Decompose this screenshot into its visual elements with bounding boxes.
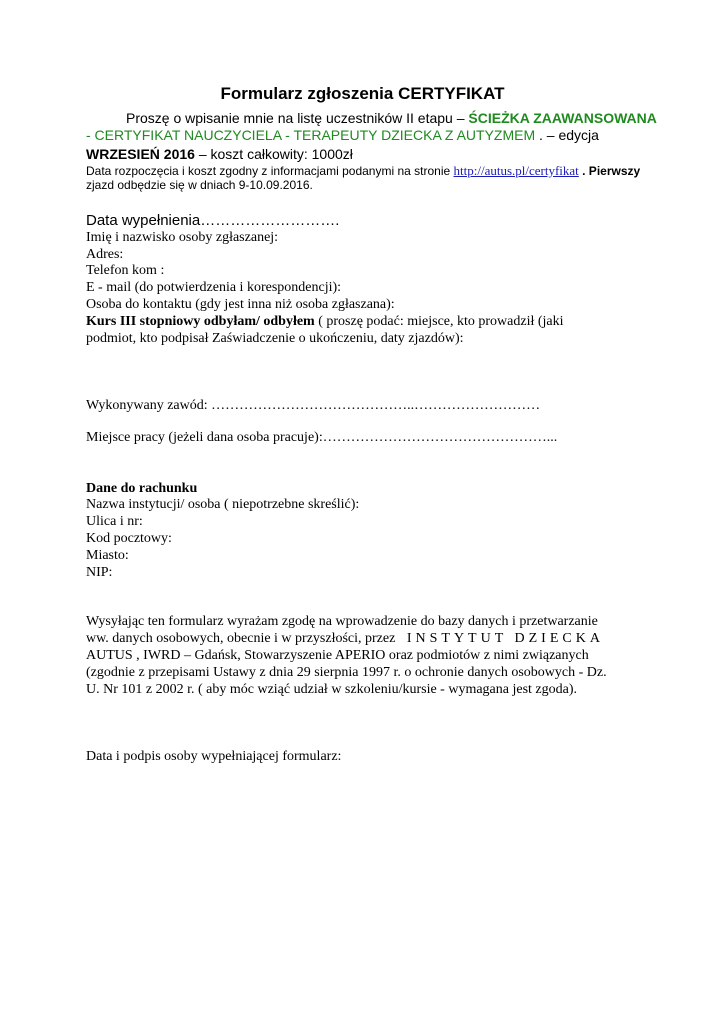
workplace-field: Miejsce pracy (jeżeli dana osoba pracuje):…………………………………………... bbox=[86, 430, 558, 445]
profession-field: Wykonywany zawód: ……………………………………..……………………… bbox=[86, 398, 541, 413]
invoice-heading: Dane do rachunku bbox=[86, 481, 198, 496]
course-name: - CERTYFIKAT NAUCZYCIELA - TERAPEUTY DZIECKA Z AUTYZMEM bbox=[86, 127, 536, 143]
institute-name: INSTYTUT DZIECKA bbox=[406, 631, 604, 646]
nip-field: NIP: bbox=[86, 565, 113, 580]
phone-field: Telefon kom : bbox=[86, 263, 165, 278]
cost: – koszt całkowity: 1000zł bbox=[198, 146, 353, 162]
edition: WRZESIEŃ 2016 bbox=[86, 146, 195, 162]
city-field: Miasto: bbox=[86, 548, 129, 563]
consent-line-3: AUTUS , IWRD – Gdańsk, Stowarzyszenie APERIO oraz podmiotów z nimi związanych bbox=[86, 648, 589, 663]
info-after: . Pierwszy bbox=[582, 164, 641, 178]
info-line-2: zjazd odbędzie się w dniach 9-10.09.2016. bbox=[86, 178, 313, 192]
path-name: ŚCIEŻKA ZAAWANSOWANA bbox=[468, 110, 657, 126]
intro-line-3 bbox=[86, 146, 353, 162]
consent-line-1: Wysyłając ten formularz wyrażam zgodę na wprowadzenie do bazy danych i przetwarzanie bbox=[86, 614, 598, 629]
address-field: Adres: bbox=[86, 247, 124, 262]
date-filled-field: Data wypełnienia………………………. bbox=[86, 212, 340, 229]
intro-prefix: Proszę o wpisanie mnie na listę uczestników II etapu – bbox=[126, 110, 465, 126]
course-line-2: podmiot, kto podpisał Zaświadczenie o ukończeniu, daty zjazdów): bbox=[86, 331, 464, 346]
consent-line-2 bbox=[86, 631, 604, 647]
course-field bbox=[86, 314, 564, 330]
email-field: E - mail (do potwierdzenia i korespondencji): bbox=[86, 280, 342, 295]
consent-line-4: (zgodnie z przepisami Ustawy z dnia 29 sierpnia 1997 r. o ochronie danych osobowych - Dz. bbox=[86, 665, 607, 680]
info-text: Data rozpoczęcia i koszt zgodny z informacjami podanymi na stronie bbox=[86, 164, 451, 178]
course-rest: ( proszę podać: miejsce, kto prowadził (jaki bbox=[314, 314, 564, 329]
consent-line-5: U. Nr 101 z 2002 r. ( aby móc wziąć udział w szkoleniu/kursie - wymagana jest zgoda). bbox=[86, 682, 578, 697]
signature-label: Data i podpis osoby wypełniającej formularz: bbox=[86, 749, 342, 764]
contact-field: Osoba do kontaktu (gdy jest inna niż osoba zgłaszana): bbox=[86, 297, 395, 312]
intro-line-2 bbox=[86, 127, 599, 143]
consent-line-2a: ww. danych osobowych, obecnie i w przyszłości, przez bbox=[86, 631, 396, 646]
postal-field: Kod pocztowy: bbox=[86, 531, 172, 546]
page-title: Formularz zgłoszenia CERTYFIKAT bbox=[220, 84, 505, 103]
street-field: Ulica i nr: bbox=[86, 514, 143, 529]
course-bold: Kurs III stopniowy odbyłam/ odbyłem bbox=[86, 314, 315, 329]
institution-field: Nazwa instytucji/ osoba ( niepotrzebne skreślić): bbox=[86, 497, 360, 512]
edition-suffix: . – edycja bbox=[539, 127, 599, 143]
name-field: Imię i nazwisko osoby zgłaszanej: bbox=[86, 230, 279, 245]
certyfikat-link[interactable]: http://autus.pl/certyfikat bbox=[453, 163, 579, 178]
info-line-1 bbox=[86, 163, 640, 179]
intro-line-1 bbox=[126, 110, 657, 126]
